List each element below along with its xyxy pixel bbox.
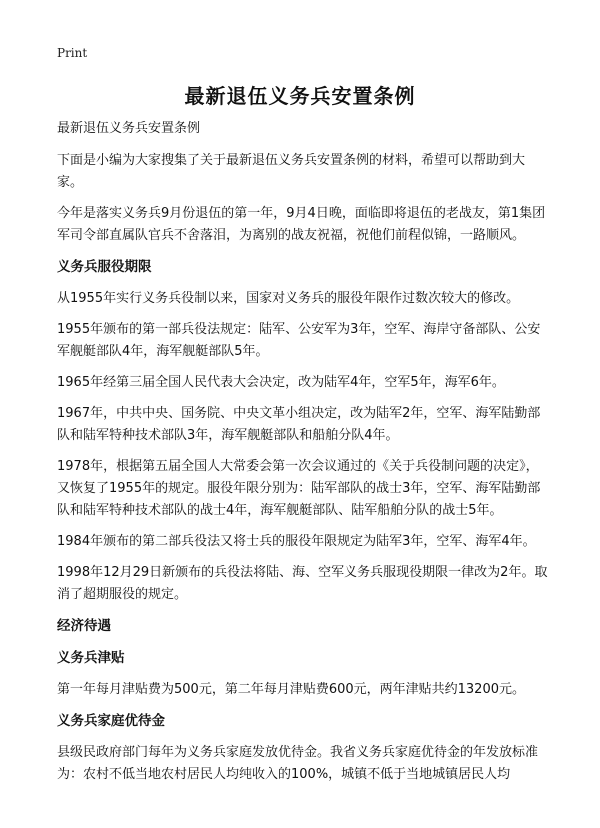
paragraph-retirement-news: 今年是落实义务兵9月份退伍的第一年，9月4日晚，面临即将退伍的老战友，第1集团军司令部直属队官兵不舍落泪，为离别的战友祝福，祝他们前程似锦，一路顺风。	[57, 206, 546, 243]
heading-service-term: 义务兵服役期限	[57, 259, 152, 275]
paragraph-1967: 1967年，中共中央、国务院、中央文革小组决定，改为陆军2年，空军、海军陆勤部队和陆军特种技术部队3年，海军舰艇部队和船舶分队4年。	[57, 406, 541, 443]
heading-allowance: 义务兵津贴	[57, 650, 125, 666]
page-title: 最新退伍义务兵安置条例	[184, 84, 416, 108]
print-link[interactable]: Print	[57, 46, 88, 60]
paragraph-1998: 1998年12月29日新颁布的兵役法将陆、海、空军义务兵服现役期限一律改为2年。取消了超期服役的规定。	[57, 565, 548, 602]
heading-family-benefit: 义务兵家庭优待金	[57, 713, 165, 729]
article-subtitle: 最新退伍义务兵安置条例	[57, 121, 201, 136]
paragraph-1978: 1978年，根据第五届全国人大常委会第一次会议通过的《关于兵役制问题的决定》，又恢复了1955年的规定。服役年限分别为：陆军部队的战士3年，空军、海军陆勤部队和陆军特种技术部队的战士4年，海军舰艇部队、陆军船舶分队的战士5年。	[57, 459, 541, 518]
paragraph-1965: 1965年经第三届全国人民代表大会决定，改为陆军4年，空军5年，海军6年。	[57, 375, 505, 390]
paragraph-allowance: 第一年每月津贴费为500元，第二年每月津贴费600元，两年津贴共约13200元。	[57, 682, 525, 697]
paragraph-service-history: 从1955年实行义务兵役制以来，国家对义务兵的服役年限作过数次较大的修改。	[57, 291, 520, 306]
paragraph-intro: 下面是小编为大家搜集了关于最新退伍义务兵安置条例的材料，希望可以帮助到大家。	[57, 153, 526, 190]
paragraph-1955: 1955年颁布的第一部兵役法规定：陆军、公安军为3年，空军、海岸守备部队、公安军舰艇部队4年，海军舰艇部队5年。	[57, 322, 541, 359]
heading-economic: 经济待遇	[57, 618, 111, 634]
paragraph-family-benefit: 县级民政府部门每年为义务兵家庭发放优待金。我省义务兵家庭优待金的年发放标准为：农村不低当地农村居民人均纯收入的100%，城镇不低于当地城镇居民人均	[57, 745, 539, 782]
article-body	[57, 118, 549, 795]
paragraph-1984: 1984年颁布的第二部兵役法又将士兵的服役年限规定为陆军3年，空军、海军4年。	[57, 534, 536, 549]
